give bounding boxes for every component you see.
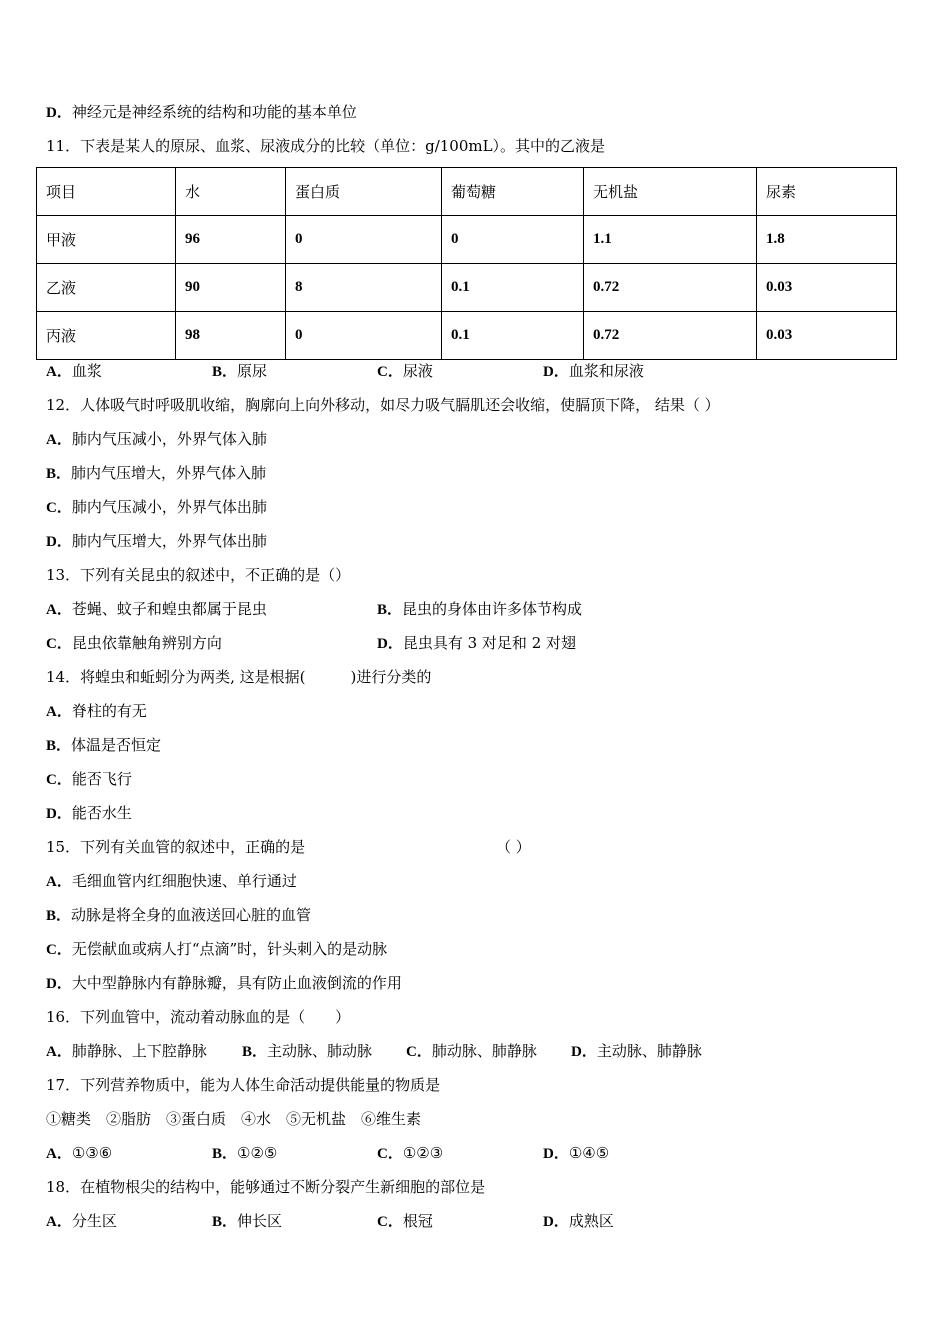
q17-items: ①糖类 ②脂肪 ③蛋白质 ④水 ⑤无机盐 ⑥维生素 [46,1110,422,1128]
table-header-cell: 尿素 [757,168,897,216]
q12-option-c: C．肺内气压减小，外界气体出肺 [46,498,267,516]
table-cell: 90 [176,264,286,312]
q13-option-c: C．昆虫依靠触角辨别方向 [46,634,222,652]
q15-option-d: D．大中型静脉内有静脉瓣，具有防止血液倒流的作用 [46,974,402,992]
table-cell: 1.1 [584,216,757,264]
table-row [37,264,897,312]
table-header-cell: 项目 [37,168,176,216]
q15-stem: 15．下列有关血管的叙述中，正确的是 [46,838,306,856]
q15-option-c: C．无偿献血或病人打“点滴”时，针头刺入的是动脉 [46,940,388,958]
q16-option-a: A．肺静脉、上下腔静脉 [46,1042,207,1060]
q10-option-d: D．神经元是神经系统的结构和功能的基本单位 [46,103,357,121]
table-cell: 甲液 [37,216,176,264]
q18-option-d: D．成熟区 [543,1212,614,1230]
q16-option-b: B．主动脉、肺动脉 [242,1042,373,1060]
q16-option-c: C．肺动脉、肺静脉 [406,1042,537,1060]
q18-stem: 18．在植物根尖的结构中，能够通过不断分裂产生新细胞的部位是 [46,1178,486,1196]
table-cell: 0.72 [584,264,757,312]
q12-option-b: B．肺内气压增大，外界气体入肺 [46,464,267,482]
q14-option-b: B．体温是否恒定 [46,736,162,754]
q17-stem: 17．下列营养物质中，能为人体生命活动提供能量的物质是 [46,1076,441,1094]
q15-option-a: A．毛细血管内红细胞快速、单行通过 [46,872,297,890]
table-cell: 0 [286,216,442,264]
table-header-row [37,168,897,216]
q14-option-d: D．能否水生 [46,804,132,822]
table-cell: 8 [286,264,442,312]
table-cell: 0.03 [757,264,897,312]
q16-stem: 16．下列血管中，流动着动脉血的是（ ） [46,1008,351,1026]
q13-stem: 13．下列有关昆虫的叙述中，不正确的是（） [46,566,351,584]
composition-table [36,167,897,360]
q17-option-d: D．①④⑤ [543,1144,610,1162]
table-header-cell: 无机盐 [584,168,757,216]
q18-option-b: B．伸长区 [212,1212,283,1230]
table-cell: 98 [176,312,286,360]
table-row [37,216,897,264]
table-cell: 乙液 [37,264,176,312]
table-cell: 丙液 [37,312,176,360]
q16-option-d: D．主动脉、肺静脉 [571,1042,702,1060]
table-cell: 96 [176,216,286,264]
table-cell: 0 [442,216,584,264]
table-header-cell: 葡萄糖 [442,168,584,216]
q18-option-a: A．分生区 [46,1212,117,1230]
table-cell: 0.72 [584,312,757,360]
q13-option-a: A．苍蝇、蚊子和蝗虫都属于昆虫 [46,600,267,618]
table-header-cell: 水 [176,168,286,216]
table-cell: 0 [286,312,442,360]
q14-stem: 14．将蝗虫和蚯蚓分为两类, 这是根据( )进行分类的 [46,668,432,686]
table-cell: 0.1 [442,312,584,360]
q11-option-d: D．血浆和尿液 [543,362,644,380]
table-cell: 1.8 [757,216,897,264]
q14-option-c: C．能否飞行 [46,770,132,788]
q15-answer-paren: （ ） [496,838,531,856]
q13-option-b: B．昆虫的身体由许多体节构成 [377,600,583,618]
q12-stem: 12．人体吸气时呼吸肌收缩，胸廓向上向外移动，如尽力吸气膈肌还会收缩，使膈顶下降， 结果（ ） [46,396,720,414]
q11-option-b: B．原尿 [212,362,268,380]
q13-option-d: D．昆虫具有 3 对足和 2 对翅 [377,634,577,652]
q12-option-d: D．肺内气压增大，外界气体出肺 [46,532,267,550]
q11-option-c: C．尿液 [377,362,433,380]
q11-stem: 11．下表是某人的原尿、血浆、尿液成分的比较（单位：g/100mL）。其中的乙液是 [46,137,606,155]
table-header-cell: 蛋白质 [286,168,442,216]
q14-option-a: A．脊柱的有无 [46,702,147,720]
table-cell: 0.03 [757,312,897,360]
q17-option-b: B．①②⑤ [212,1144,278,1162]
q17-option-a: A．①③⑥ [46,1144,113,1162]
table-row [37,312,897,360]
q15-option-b: B．动脉是将全身的血液送回心脏的血管 [46,906,312,924]
q12-option-a: A．肺内气压减小，外界气体入肺 [46,430,267,448]
q18-option-c: C．根冠 [377,1212,433,1230]
q17-option-c: C．①②③ [377,1144,444,1162]
q11-option-a: A．血浆 [46,362,102,380]
table-cell: 0.1 [442,264,584,312]
